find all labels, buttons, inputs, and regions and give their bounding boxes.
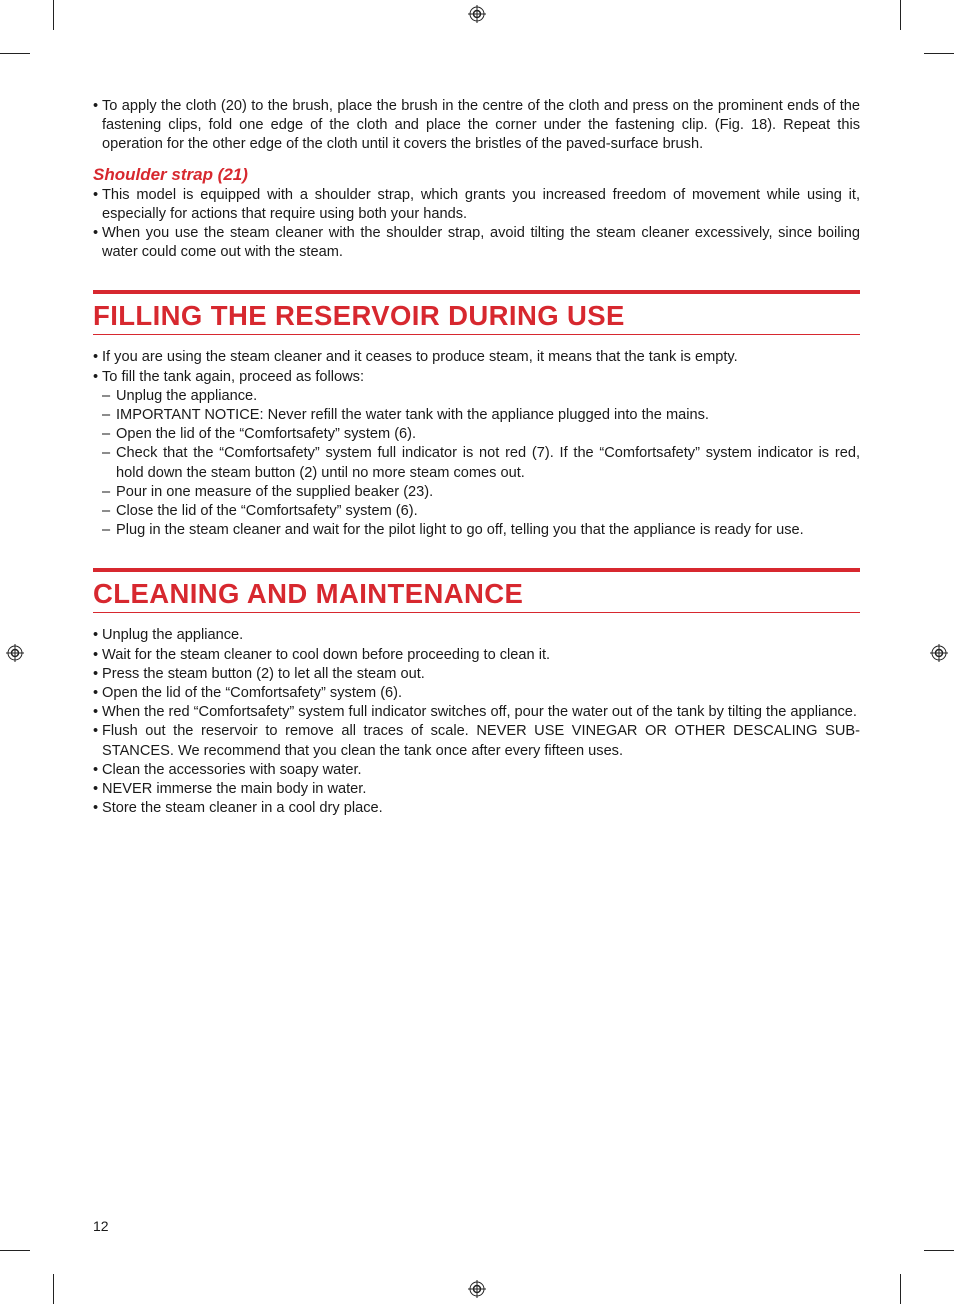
cleaning-section (93, 568, 860, 818)
list-item: • Press the steam button (2) to let all the steam out. (93, 665, 860, 684)
page-content (93, 97, 860, 818)
step-item: – Check that the “Comfortsafety” system full indicator is not red (7). If the “Comfortsafety” system indicator is red, hold down the steam button (2) until no more steam comes out. (93, 444, 860, 482)
subsection-heading: Shoulder strap (21) (93, 164, 248, 184)
list-item: • When you use the steam cleaner with the shoulder strap, avoid tilting the steam cleaner excessively, since boiling water could come out with the steam. (93, 224, 860, 262)
step-item: – Unplug the appliance. (93, 387, 860, 406)
crop-mark (0, 53, 30, 54)
list-item: • When the red “Comfortsafety” system full indicator switches off, pour the water out of the tank by tilting the appliance. (93, 703, 860, 722)
list-item: • Open the lid of the “Comfortsafety” system (6). (93, 684, 860, 703)
list-item: • To fill the tank again, proceed as follows: (93, 368, 860, 387)
registration-mark-icon (6, 644, 24, 662)
registration-mark-icon (468, 5, 486, 23)
step-item: – Plug in the steam cleaner and wait for the pilot light to go off, telling you that the appliance is ready for use. (93, 521, 860, 540)
section-title: FILLING THE RESERVOIR DURING USE (93, 290, 860, 335)
crop-mark (900, 1274, 901, 1304)
list-item: • To apply the cloth (20) to the brush, place the brush in the centre of the cloth and press on the prominent ends of the fastening clips, fold one edge of the cloth and place the corner under the fastening clip. (Fig. 18). Repeat this operation for the other edge of the cloth until it covers the bristles of the paved-surface brush. (93, 97, 860, 155)
step-item: – Open the lid of the “Comfortsafety” system (6). (93, 425, 860, 444)
registration-mark-icon (930, 644, 948, 662)
list-item: • If you are using the steam cleaner and it ceases to produce steam, it means that the tank is empty. (93, 348, 860, 367)
list-item: • This model is equipped with a shoulder strap, which grants you increased freedom of movement while using it, especially for actions that require using both your hands. (93, 186, 860, 224)
list-item: • NEVER immerse the main body in water. (93, 780, 860, 799)
list-item: • Store the steam cleaner in a cool dry place. (93, 799, 860, 818)
filling-section (93, 290, 860, 540)
step-item: – Close the lid of the “Comfortsafety” system (6). (93, 502, 860, 521)
crop-mark (0, 1250, 30, 1251)
list-item: • Flush out the reservoir to remove all traces of scale. NEVER USE VINEGAR OR OTHER DESCALING SUBSTANCES. We recommend that you clean the tank once after every fifteen uses. (93, 722, 860, 760)
crop-mark (900, 0, 901, 30)
crop-mark (924, 53, 954, 54)
step-item: – Pour in one measure of the supplied beaker (23). (93, 483, 860, 502)
crop-mark (924, 1250, 954, 1251)
crop-mark (53, 0, 54, 30)
list-item: • Wait for the steam cleaner to cool down before proceeding to clean it. (93, 646, 860, 665)
page-number: 12 (93, 1218, 109, 1234)
step-item: – IMPORTANT NOTICE: Never refill the water tank with the appliance plugged into the mains. (93, 406, 860, 425)
section-title: CLEANING AND MAINTENANCE (93, 568, 860, 613)
list-item: • Clean the accessories with soapy water. (93, 761, 860, 780)
list-item: • Unplug the appliance. (93, 626, 860, 645)
registration-mark-icon (468, 1280, 486, 1298)
crop-mark (53, 1274, 54, 1304)
